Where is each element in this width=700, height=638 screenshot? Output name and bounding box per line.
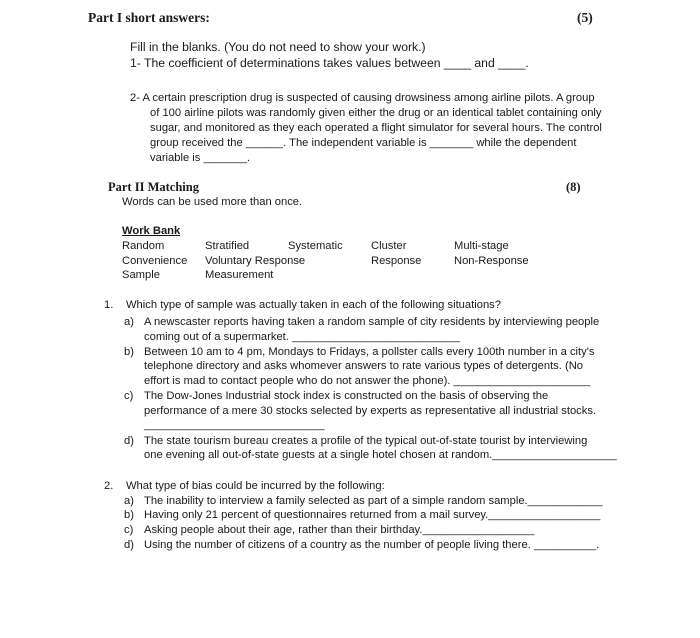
bank-word-sample: Sample <box>122 269 160 281</box>
bank-word-random: Random <box>122 240 165 252</box>
part1-q2-line: 2- A certain prescription drug is suspected of causing drowsiness among airline pilots. A group <box>130 92 595 104</box>
q2-number: 2. <box>104 480 114 492</box>
part1-q2-line: sugar, and monitored as they each operated a flight simulator for several hours. The control <box>150 122 602 134</box>
q1a-line: coming out of a supermarket. ___________________________ <box>144 331 460 343</box>
bank-word-convenience: Convenience <box>122 255 188 267</box>
part1-question-1: 1- The coefficient of determinations takes values between ____ and ____. <box>130 56 529 70</box>
bank-word-cluster: Cluster <box>371 240 407 252</box>
part1-instruction: Fill in the blanks. (You do not need to show your work.) <box>130 40 426 54</box>
q1c-line: _____________________________ <box>144 419 325 431</box>
q1a-line: A newscaster reports having taken a random sample of city residents by interviewing people <box>144 316 600 328</box>
part1-q2-line: group received the ______. The independent variable is _______ while the dependent <box>150 137 577 149</box>
q2-text: What type of bias could be incurred by the following: <box>126 480 385 492</box>
q1d-label: d) <box>124 435 134 447</box>
q2c-line: Asking people about their age, rather than their birthday.__________________ <box>144 524 535 536</box>
bank-word-multistage: Multi-stage <box>454 240 509 252</box>
q2b-label: b) <box>124 509 134 521</box>
part2-title: Part II Matching <box>108 180 199 194</box>
q1d-line: one evening all out-of-state guests at a single hotel chosen at random.____________________ <box>144 449 617 461</box>
q1b-line: telephone directory and asks whomever answers to rate various types of detergents. (No <box>144 360 584 372</box>
part1-q2-line: of 100 airline pilots was randomly given either the drug or an identical tablet containing only <box>150 107 602 119</box>
bank-word-nonresponse: Non-Response <box>454 255 529 267</box>
q1b-line: Between 10 am to 4 pm, Mondays to Fridays, a pollster calls every 100th number in a city's <box>144 346 595 358</box>
part1-points: (5) <box>577 10 593 25</box>
q2d-line: Using the number of citizens of a country as the number of people living there. __________. <box>144 539 600 551</box>
q1a-label: a) <box>124 316 134 328</box>
part2-points: (8) <box>566 180 581 194</box>
work-bank-title: Work Bank <box>122 225 181 237</box>
q1-text: Which type of sample was actually taken in each of the following situations? <box>126 299 501 311</box>
bank-word-response: Response <box>371 255 422 267</box>
q1c-label: c) <box>124 390 134 402</box>
bank-word-stratified: Stratified <box>205 240 250 252</box>
part1-title: Part I short answers: <box>88 10 210 25</box>
q1d-line: The state tourism bureau creates a profile of the typical out-of-state tourist by interviewing <box>144 435 588 447</box>
q1c-line: The Dow-Jones Industrial stock index is constructed on the basis of observing the <box>144 390 549 402</box>
q2c-label: c) <box>124 524 134 536</box>
q2a-line: The inability to interview a family selected as part of a simple random sample.____________ <box>144 495 603 507</box>
q1c-line: performance of a mere 30 stocks selected by experts as representative all industrial stocks. <box>144 405 597 417</box>
q1b-label: b) <box>124 346 134 358</box>
bank-word-voluntary-response: Voluntary Response <box>205 255 306 267</box>
bank-word-measurement: Measurement <box>205 269 274 281</box>
part1-q2-line: variable is _______. <box>150 152 251 164</box>
part2-note: Words can be used more than once. <box>122 196 303 208</box>
q1b-line: effort is mad to contact people who do not answer the phone). ______________________ <box>144 375 591 387</box>
q2a-label: a) <box>124 495 134 507</box>
bank-word-systematic: Systematic <box>288 240 343 252</box>
q1-number: 1. <box>104 299 114 311</box>
q2b-line: Having only 21 percent of questionnaires returned from a mail survey.__________________ <box>144 509 601 521</box>
q2d-label: d) <box>124 539 134 551</box>
